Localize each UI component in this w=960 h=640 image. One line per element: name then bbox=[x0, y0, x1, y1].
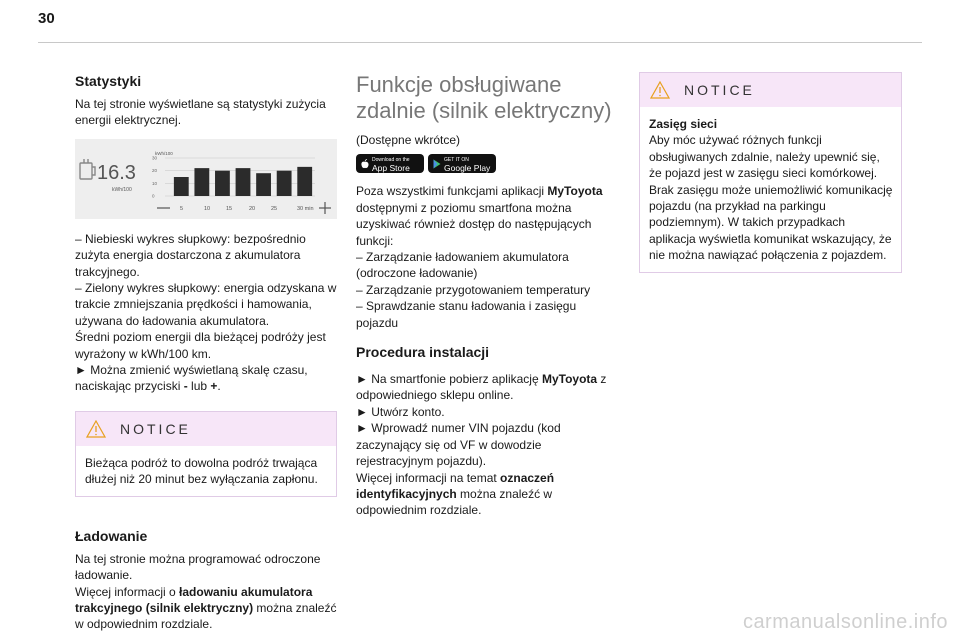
network-range-heading: Zasięg sieci bbox=[649, 117, 718, 131]
right-column bbox=[639, 72, 902, 273]
scale-instruction: ► Można zmienić wyświetlaną skalę czasu, naciskając przyciski - lub +. bbox=[75, 363, 308, 394]
desc-blue: – Niebieski wykres słupkowy: bezpośrednio zużyta energia dostarczona z akumulatora trakcyjnego. bbox=[75, 231, 306, 279]
apple-icon bbox=[361, 159, 369, 169]
notice-header bbox=[640, 73, 901, 107]
statistics-intro: Na tej stronie wyświetlane są statystyki zużycia energii elektrycznej. bbox=[75, 97, 326, 128]
consumption-bar bbox=[277, 170, 292, 195]
install-step-account: ► Utwórz konto. bbox=[356, 404, 445, 419]
y-axis-ticks bbox=[152, 155, 158, 198]
function-item-charging: – Zarządzanie ładowaniem akumulatora (odroczone ładowanie) bbox=[356, 250, 569, 281]
watermark: carmanualsonline.info bbox=[742, 611, 948, 633]
statistics-screen bbox=[75, 139, 337, 219]
x-tick-label: 10 bbox=[204, 205, 211, 212]
charging-intro: Na tej stronie można programować odroczone ładowanie. bbox=[75, 551, 321, 583]
x-tick-label: 20 bbox=[249, 205, 256, 212]
desc-green: – Zielony wykres słupkowy: energia odzyskana w trakcie zmniejszania prędkości i hamowania, używana do ładowania akumulatora. bbox=[75, 281, 337, 328]
google-play-icon bbox=[433, 159, 441, 169]
plug-icon bbox=[80, 159, 95, 179]
consumption-bar bbox=[215, 170, 230, 195]
consumption-bar bbox=[194, 168, 209, 196]
x-tick-label: 15 bbox=[226, 205, 233, 212]
app-store-badge[interactable] bbox=[356, 154, 424, 173]
x-tick-label: 30 min bbox=[297, 205, 314, 212]
header-rule bbox=[38, 42, 922, 43]
charging-heading: Ładowanie bbox=[75, 527, 148, 544]
consumption-bar bbox=[297, 167, 312, 196]
function-item-temperature: – Zarządzanie przygotowaniem temperatury bbox=[356, 282, 591, 297]
identification-more-info: Więcej informacji na temat oznaczeń identyfikacyjnych można znaleźć w odpowiednim rozdziale. bbox=[356, 470, 555, 518]
statistics-display-image bbox=[75, 139, 337, 219]
network-range-text: Aby móc używać różnych funkcji obsługiwanych zdalnie, należy upewnić się, że pojazd jest w zasięgu sieci komórkowej. Brak zasięgu może uniemożliwić komunikację pojazdu (na przykład na parkingu podziemnym). W takich przypadkach aplikacja wyświetla komunikat wskazujący, że nie można nawiązać połączenia z pojazdem. bbox=[649, 133, 893, 263]
consumption-bar bbox=[256, 173, 271, 196]
plus-button bbox=[319, 202, 331, 214]
y-tick-label: 20 bbox=[152, 167, 158, 173]
notice-body bbox=[640, 107, 901, 272]
app-store-small-text: Download on the bbox=[372, 156, 410, 163]
google-play-small-text: GET IT ON bbox=[444, 156, 469, 163]
notice-box-network bbox=[639, 72, 902, 273]
y-tick-label: 30 bbox=[152, 155, 158, 161]
consumption-value: 16.3 bbox=[97, 161, 136, 184]
y-tick-label: 10 bbox=[152, 180, 158, 186]
y-tick-label: 0 bbox=[152, 193, 155, 199]
x-axis-ticks bbox=[180, 206, 314, 212]
warning-icon bbox=[650, 81, 670, 99]
app-store-label: App Store bbox=[372, 162, 410, 173]
notice-header bbox=[76, 412, 336, 446]
x-tick-label: 5 bbox=[180, 205, 184, 212]
notice-title: NOTICE bbox=[120, 420, 191, 437]
install-step-download: ► Na smartfonie pobierz aplikację MyToyota z odpowiedniego sklepu online. bbox=[356, 372, 607, 403]
warning-icon bbox=[86, 420, 106, 438]
notice-text: Bieżąca podróż to dowolna podróż trwająca dłużej niż 20 minut bez wyłączania zapłonu. bbox=[85, 455, 318, 487]
x-tick-label: 25 bbox=[271, 205, 278, 212]
store-badges bbox=[356, 154, 618, 173]
desc-average: Średni poziom energii dla bieżącej podróży jest wyrażony w kWh/100 km. bbox=[75, 330, 326, 361]
middle-column bbox=[356, 72, 618, 519]
left-column bbox=[75, 72, 337, 633]
chart-unit: kWh/100 bbox=[155, 150, 173, 156]
available-soon: (Dostępne wkrótce) bbox=[356, 133, 461, 147]
google-play-label: Google Play bbox=[444, 162, 491, 173]
consumption-bar bbox=[174, 177, 189, 196]
consumption-bars bbox=[174, 167, 312, 196]
install-heading: Procedura instalacji bbox=[356, 344, 490, 361]
install-step-vin: ► Wprowadź numer VIN pojazdu (kod zaczynający się od VF w dowodzie rejestracyjnym pojazdu). bbox=[356, 421, 561, 469]
google-play-badge[interactable] bbox=[428, 154, 496, 173]
charging-more-info: Więcej informacji o ładowaniu akumulatora trakcyjnego (silnik elektryczny) można znaleźć w odpowiednim rozdziale. bbox=[75, 584, 337, 632]
remote-functions-title: Funkcje obsługiwane zdalnie (silnik elektryczny) bbox=[356, 72, 612, 123]
consumption-bar bbox=[236, 168, 251, 196]
page-number: 30 bbox=[38, 10, 55, 27]
remote-intro: Poza wszystkimi funkcjami aplikacji MyToyota dostępnymi z poziomu smartfona można uzyskiwać również dostęp do następujących funkcji: bbox=[356, 184, 603, 248]
function-item-status: – Sprawdzanie stanu ładowania i zasięgu pojazdu bbox=[356, 299, 577, 330]
notice-title: NOTICE bbox=[684, 82, 755, 98]
statistics-heading: Statystyki bbox=[75, 73, 142, 89]
consumption-unit: kWh/100 bbox=[112, 186, 132, 193]
notice-box-trip bbox=[75, 411, 337, 497]
